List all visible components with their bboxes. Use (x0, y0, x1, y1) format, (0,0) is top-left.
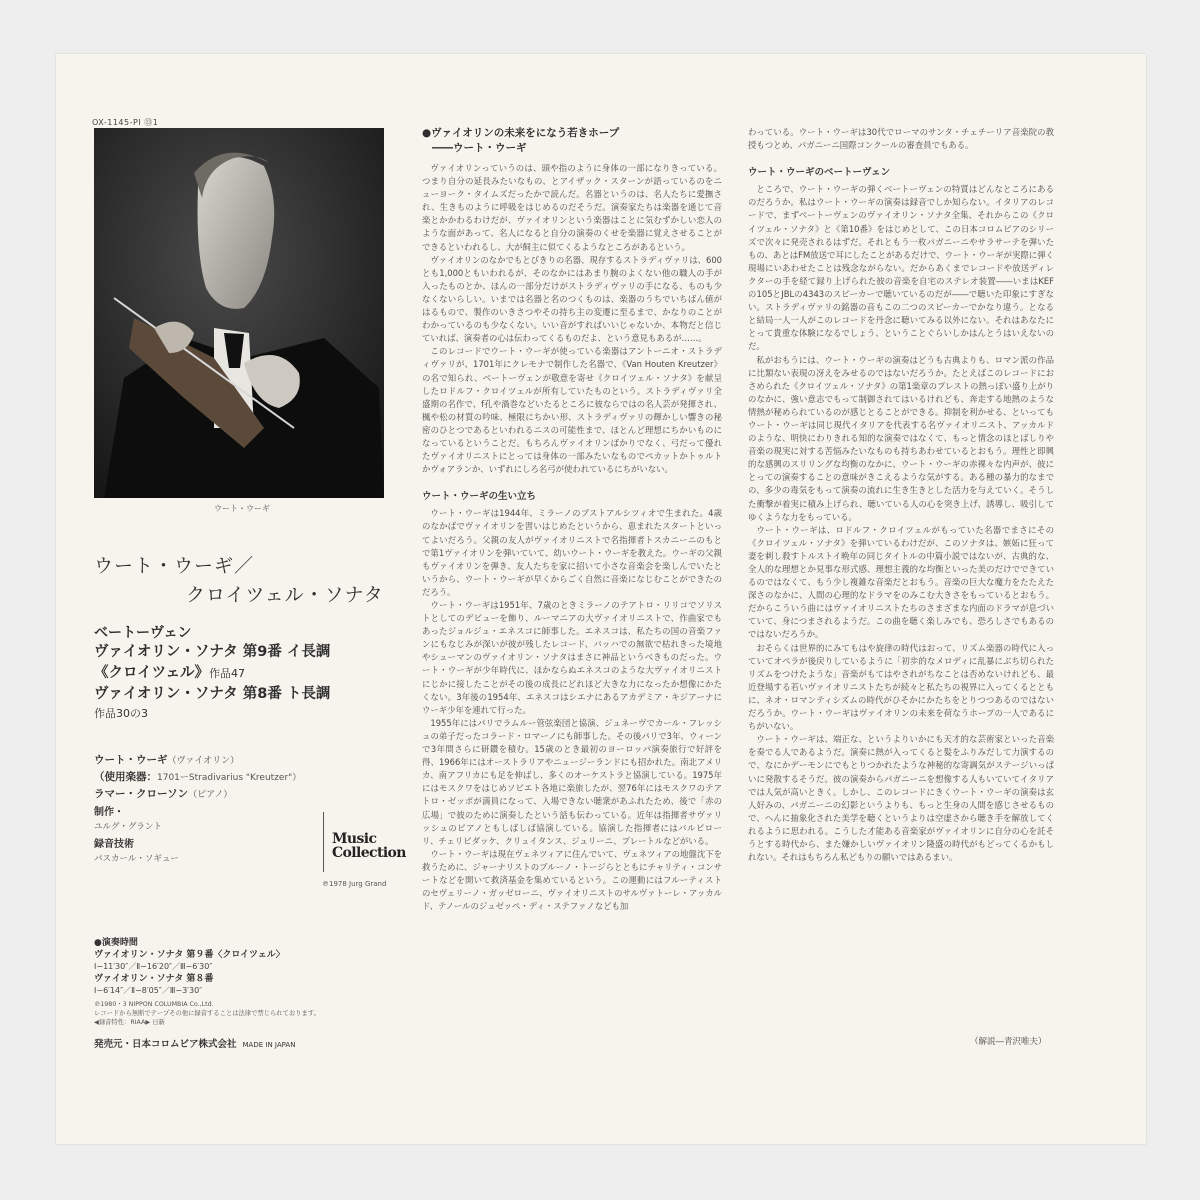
performance-times (94, 937, 424, 1027)
section-heading-biography: ウート・ウーギの生い立ち (422, 491, 537, 503)
essay-paragraph: ウート・ウーギは、端正な、というよりいかにも天才的な芸術家といった音楽を奏でる人であるようだ。演奏に熱が入ってくると髪をふりみだして力演するので、なにかデーモンにでもとりつかれたような神秘的な寄調気がステージいっぱいに発散するそうだ。彼の演奏からパガニーニを想像する人もいていてイタリアでは人気が高いときく。しかし、このレコードにきくウート・ウーギの演奏は玄人好みの、パガニーニの幻影というよりも、もっと生身の人間を感じさせるもので、へんに抽象化された美学を聴くというよりは空虚さから聴き手を解放してくれるように思われる。こうした才能ある音楽家がヴァイオリンに自分の心を託そうとする時代から、また嫌かしいヴァイオリン隆盛の時代がもどってくるかもしれない。それはもちろん私どもりの願いではあるまい。 (748, 734, 1054, 863)
times-work2-values: Ⅰ−6′14″／Ⅱ−8′05″／Ⅲ−3′30″ (94, 986, 203, 995)
work-opus-2: 作品30の3 (94, 707, 148, 720)
production-credits (94, 806, 179, 870)
album-title-line1: ウート・ウーギ／ (94, 555, 255, 577)
copyright-line: ℗1980・3 NIPPON COLUMBIA Co.,Ltd. (94, 1001, 214, 1008)
violinist-name: ウート・ウーギ (94, 754, 168, 766)
times-work1-values: Ⅰ−11′30″／Ⅱ−16′20″／Ⅲ−6′30″ (94, 962, 213, 971)
credit-name-engineer: パスカール・ソギュー (94, 854, 179, 864)
credit-role-producer: 制作・ (94, 807, 124, 818)
essay-paragraph: このレコードでウート・ウーギが使っている楽器はアントーニオ・ストラディヴァリが、1701年にクレモナで制作した名器で、《Van Houten Kreutzer》の名で知られ、ベートーヴェンが敬意を寄せ《クロイツェル・ソナタ》を献呈したロドルフ・クロイツェルが所有していたものという。ストラディヴァリ全盛期の名作で、f孔や渦巻などいたるところに彼ならではの名人芸が発揮され、楓や松の材質の吟味、極限にちかい形、ストラディヴァリの輝かしい響きの秘密のひとつであるといわれるニスの可能性まで、ほとんど理想にちかいものになっているということだ。もちろんヴァイオリンばかりでなく、弓だって優れたヴァイオリニストにとっては身体の一部みたいなものでペカットかトゥルトかヴォアランか、いずれにしろ名弓が使われているにちがいない。 (422, 346, 722, 475)
annotation-author: （解説―青沢唯夫） (970, 1037, 1047, 1047)
album-title-line2: クロイツェル・ソナタ (186, 584, 384, 606)
essay-paragraph: わっている。ウート・ウーギは30代でローマのサンタ・チェチーリア音楽院の教授もつとめ、パガニーニ国際コンクールの審査員でもある。 (748, 127, 1054, 151)
essay-paragraph: ところで、ウート・ウーギの弾くベートーヴェンの特質はどんなところにあるのだろうか。私はウート・ウーギの演奏は録音でしか知らない。イタリアのレコードで、まずベートーヴェンのヴァイオリン・ソナタ全集、それからこの《クロイツェル・ソナタ》と《第10番》をはじめとして、この日本コロムビアのシリーズで次々に発売されるはずだ。それともう一枚パガニーニやサラサーテを弾いたもの、あとはFM放送で耳にしたことがあるだけで、ウート・ウーギが実際に弾く現場にいあわせたことは残念ながらない。だからあくまでレコードや放送ディレクターの手を経て録り上げられた彼の音楽を自宅のステレオ装置――いまはKEFの105とJBLの4343のスピーカーで聴いているのだが――で聴いた印象にすぎない。ストラディヴァリの銘器の音もこの二つのスピーカーでかなり違う。となると結局一人一人がこのレコードを丹念に聴いてみる以外にない。それはあなたにとって貴重な体験になるでしょう、ということぐらいしかはんとうはいえないのだ。 (748, 184, 1054, 352)
credit-role-engineer: 録音技術 (94, 839, 134, 850)
album-title (94, 552, 394, 610)
work-line-3: ヴァイオリン・ソナタ 第8番 ト長調 (94, 686, 331, 702)
seller-line (94, 1036, 295, 1050)
composer-name: ベートーヴェン (94, 625, 192, 641)
work-opus: 作品47 (208, 667, 245, 680)
instrument-name: 1701ーStradivarius "Kreutzer"） (157, 773, 302, 783)
essay-column-3 (748, 126, 1054, 1076)
work-line-2 (94, 663, 394, 684)
pianist-name: ラマー・クローソン (94, 788, 189, 800)
essay-paragraph: ウート・ウーギは、ロドルフ・クロイツェルがもっていた名器でまさにその《クロイツェル・ソナタ》を弾いているわけだが、このソナタは、嫉妬に狂って妻を刺し殺すトルストイ晩年の同じタイトルの中篇小説ではないが、古典的な、全人的な理想とか見事な形式感、理想主義的な均衡といった美のだけでできているのではなくて、もう少し複雑な音楽だとおもう。音楽の巨大な魔力をたたえた深さのなかに、人間の心理的なドラマをのみこむ大きさをもっているとおもう。だからこういう曲にはヴァイオリニストたちのさまざまな内面のドラマが息づいていて、身につまされるようだ。この曲を聴く楽しみでも、恐ろしさでもあるのではないだろうか。 (748, 524, 1054, 640)
logo-text (332, 832, 406, 860)
essay-paragraph: ヴァイオリンっていうのは、頭や指のように身体の一部になりきっている。つまり自分の延長みたいなもの、とアイザック・スターンが語っているのをニューヨーク・タイムズだったかで読んだ。名器というのは、名人たちに愛撫され、生きものように呼吸をはじめるのだそうだ。演奏家たちは楽器を通じて音楽とかかわるわけだが、ヴァイオリンという楽器はことに気むずかしい恋人のような面があって、名人になると自分の演奏のくせを楽器に覚えさせることができるといわれるし、大が飼主に似てくるようなところがあるという。 (422, 163, 722, 252)
performer-photo (94, 128, 384, 498)
essay-paragraph: おそらくは世界的にみてもはや旋律の時代はおって、リズム楽器の時代に入っていてオペラが後戻りしているように「初歩的なメロディに乱暴にぶち切られたリズムをつけたような」音楽がもてはやされがちなことは否めないけれども、最近登場する若いヴァイオリニストたちが続々と私たちの視界に入ってくるとともに、ネオ・ロマンティシズムの時代がひそかにかたちをとりつつあるのではないだろうか。ウート・ウーギはヴァイオリンの未来を荷なうホープの一人であるにちがいない。 (748, 642, 1054, 732)
violinist-line (94, 752, 301, 769)
times-work2: ヴァイオリン・ソナタ 第８番 (94, 974, 214, 984)
essay-paragraph: ウート・ウーギは1944年、ミラーノのブストアルシツィオで生まれた。4歳のなかばでヴァイオリンを習いはじめたというから、恵まれたスタートといってよいだろう。父親の友人がヴァイオリニストで名指揮者トスカニーニのもとで第1ヴァイオリンを弾いていて、幼いウート・ウーギを教えた。ウーギの父親もヴァイオリンを弾き、友人たちを家に招いて小さな音楽会を楽しんでいたというから、ウート・ウーギが早くからごく自然に音楽になじむことができたのだろう。 (422, 508, 722, 597)
catalog-number: OX-1145-PI ⑬1 (92, 118, 159, 127)
logo-line2: Collection (332, 845, 406, 861)
times-work1: ヴァイオリン・ソナタ 第９番〈クロイツェル〉 (94, 950, 285, 960)
essay-column-2 (422, 126, 722, 1076)
made-in-japan: MADE IN JAPAN (242, 1041, 296, 1049)
photo-caption: ウート・ウーギ (214, 504, 270, 513)
essay-paragraph: ウート・ウーギは1951年、7歳のときミラーノのテアトロ・リリコでソリストとしてのデビューを飾り、ルーマニアの大ヴァイオリニストで、作曲家でもあったジョルジュ・エネスコに師事した。エネスコは、私たちの国の音楽ファンにもなじみが深いが彼が残したレコード、バッハでの無欲で枯れきった境地やシューマンのヴァイオリン・ソナタはまさに神品というべきものだった。ウート・ウーギが少年時代に、ほかならぬエネスコのような大ヴァイオリニストにじかに接したことがその後の成長にどれほど大きな力になったか想像にかたくない。3年後の1954年、エネスコはシエナにあるアカデミア・キジアーナにウーギ少年を連れて行った。 (422, 600, 722, 715)
copyright-notice (94, 1000, 424, 1027)
logo-line1: Music (332, 831, 377, 847)
instrument-line (94, 769, 301, 786)
essay-paragraph: 私がおもうには、ウート・ウーギの演奏はどうも古典よりも、ロマン派の作品に比類ない表現の冴えをみせるのではないだろうか。たとえばこのレコードにおさめられた《クロイツェル・ソナタ》の第1楽章のプレストの熱っぽい盛り上がりのなかに、強い意志でもって制御されてはいるけれども、奔走する地熱のような情熱が秘められているのが感じとることができる。抑制を利かせる、といってもウート・ウーギは同じ現代イタリアを代表する名ヴァイオリニスト、アッカルドのような、明快にわりきれる知的な演奏ではなくて、もっと情念のほとばしりや音楽の現実に対する苦悩みたいなものも持ちあわせているとおもう。理性と即興的な感興のスリリングな均衡のなかに、ウート・ウーギの赤裸々な内声が、彼にとっての演奏することの意味がきこえるような気がする。ある種の暴力的なまでの、多少の毒気をもって演奏の流れに生き生きとした活力を与えていく。そうした衝撃が着実に積み上げられ、聴いている人の心を突き上げ、誘導し、吸引してゆくような力をもっている。 (748, 354, 1054, 522)
logo-copyright: ℗1978 Jurg Grand (322, 880, 387, 888)
music-collection-logo (323, 812, 406, 872)
instrument-label: （使用楽器： (94, 771, 157, 783)
performers-block (94, 752, 301, 803)
section-heading-beethoven: ウート・ウーギのベートーヴェン (748, 167, 891, 179)
title-block (94, 552, 394, 721)
violinist-role: （ヴァイオリン） (167, 756, 240, 766)
work-nickname: 《クロイツェル》 (94, 665, 209, 681)
seller-name: 発売元・日本コロムビア株式会社 (94, 1039, 237, 1050)
essay-subheading: ――ウート・ウーギ (432, 142, 527, 154)
essay-paragraph: ヴァイオリンのなかでもとびきりの名器、現存するストラディヴァリは、600とも1,000ともいわれるが、そのなかにはあまり腕のよくない他の職人の手が入ったものとか、ほんの一部分だけがストラディヴァリの手になる、ものも少なくないらしい。いまでは名器と名のつくものは、楽器のうちでいちばん値がはるもので、製作のいきさつやその持ち主の変遷に至るまで、かなりのことがわかっているのも少なくない。いい音がすればいいじゃないか、本物だと信じていれば、演奏者の心は伝わってくるものだよ、という意見もあるが……。 (422, 254, 722, 344)
recording-warning: レコードから無断でテープその他に録音することは法律で禁じられております。 (94, 1010, 320, 1017)
pianist-line (94, 786, 301, 803)
recording-characteristic: ◀録音特性：RIAA▶ 日新 (94, 1019, 165, 1026)
essay-paragraph: 1955年にはパリでラムルー管弦楽団と協演、ジュネーヴでカール・フレッシュの弟子だったコラード・ロマーノにも師事した。その後パリで3年、ウィーンで3年間さらに研鑽を積む。15歳のとき最初のヨーロッパ演奏旅行で好評を得、1966年にはオーストラリアやニュージーランドにも招かれた。南北アメリカ、南アフリカにも足を伸ばし、多くのオーケストラと協演している。1975年にはモスクワをはじめソビエト各地に楽旅したが、翌76年にはモスクワのテアトロ・ゼッポが満員になって、入場できない聴衆があふれたため、後で「赤の広場」で彼のために演奏したという話も伝わっている。近年は指揮者サヴァリッシュのピアノともしばしば協演している。協演した指揮者にはバルビローリ、チェリビダッケ、クリュイタンス、ジュリーニ、プレートルなどがいる。 (422, 717, 722, 846)
work-line-1: ヴァイオリン・ソナタ 第9番 イ長調 (94, 644, 331, 660)
essay-heading: ●ヴァイオリンの未来をになう若きホープ (422, 127, 620, 139)
credit-name-producer: ユルグ・グラント (94, 822, 162, 832)
times-heading: ●演奏時間 (94, 938, 138, 948)
essay-paragraph: ウート・ウーギは現在ヴェネツィアに住んでいて、ヴェネツィアの地盤沈下を救うために、ジャーナリストのブルーノ・トージらとともにチャリティ・コンサートなどを開いて救済基金を集めているという。この運動にはフルーティストのセヴェリーノ・ガッゼローニ、ヴァイオリニストのサルヴァトーレ・アッカルド、テノールのジュゼッペ・ディ・ステファノなども加 (422, 848, 722, 912)
pianist-role: （ピアノ） (188, 790, 233, 800)
